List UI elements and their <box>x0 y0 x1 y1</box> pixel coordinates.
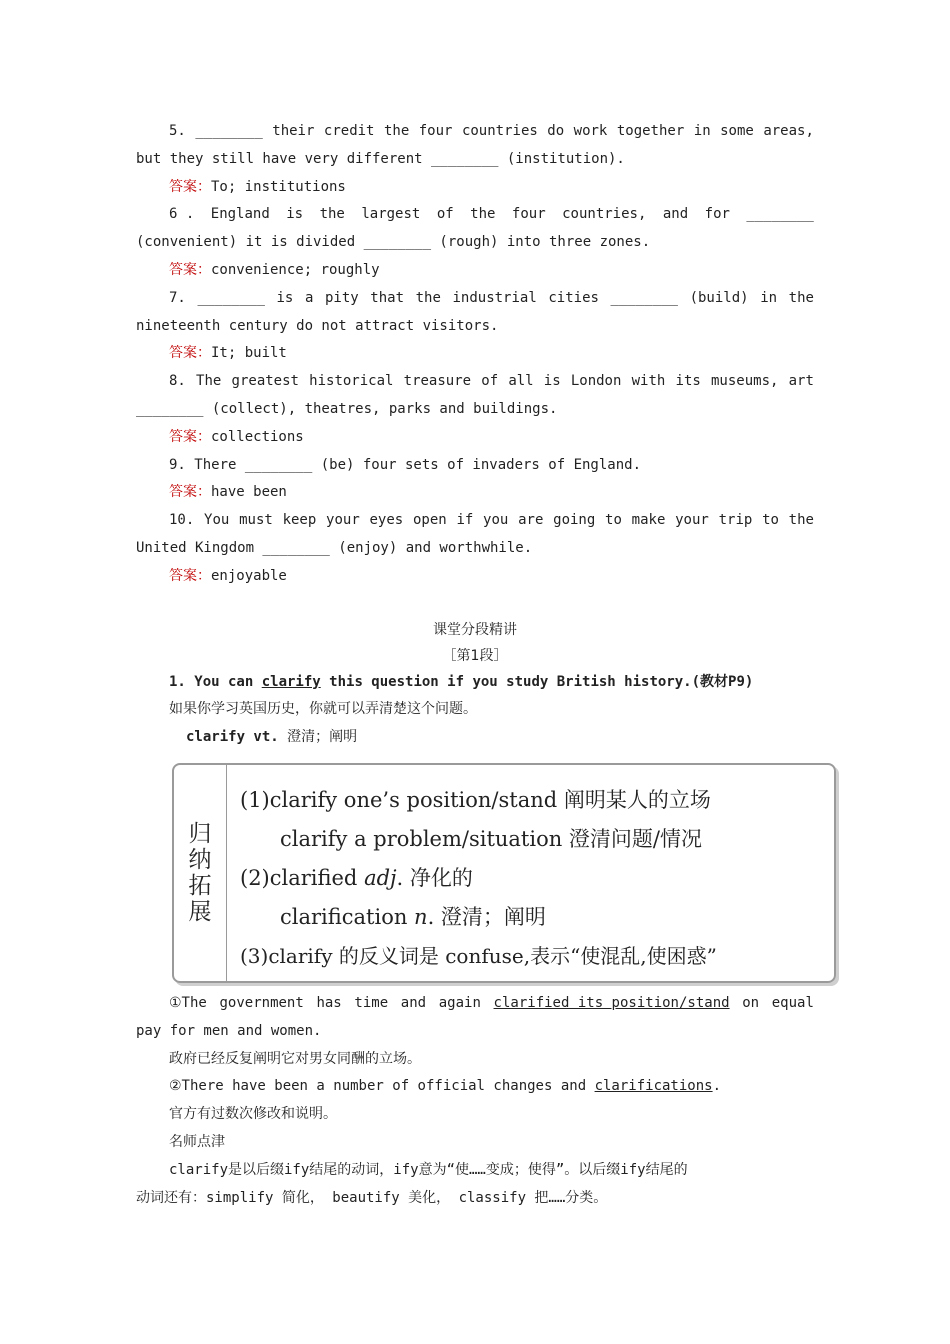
word: areas, <box>763 123 814 139</box>
word: trip <box>718 512 753 529</box>
word: eyes <box>369 512 404 529</box>
word: 5. <box>169 123 186 139</box>
e2-underlined: clarifications <box>594 1078 713 1095</box>
word: is <box>276 289 294 306</box>
item1-sentence <box>136 669 814 697</box>
section-title: 课堂分段精讲 <box>433 621 517 638</box>
word: do <box>547 123 565 139</box>
summary-side-label <box>174 765 227 981</box>
word: going <box>553 512 596 529</box>
word: with <box>631 373 666 390</box>
word: museums, <box>711 373 779 390</box>
item1-translation: 如果你学习英国历史，你就可以弄清楚这个问题。 <box>169 701 477 718</box>
word: 7. <box>169 289 186 306</box>
summary-row-3-pos: adj <box>364 866 397 890</box>
item1-sentence-pre: 1. You can <box>169 673 262 690</box>
e2-pre: ②There have been a number of official changes and <box>169 1078 595 1095</box>
word: historical <box>309 373 394 390</box>
word: open <box>412 512 447 529</box>
word: the <box>470 206 496 223</box>
q8-answer <box>136 424 814 452</box>
word: the <box>415 289 441 306</box>
answer-text: convenience; roughly <box>211 261 380 278</box>
e1-word: again <box>438 995 481 1011</box>
word: its <box>675 373 701 390</box>
e1-word: ①The <box>169 995 207 1011</box>
example-1-line1 <box>136 990 814 1018</box>
word: of <box>436 206 454 223</box>
e1-word: equal <box>771 995 814 1011</box>
word: ________ <box>195 123 263 139</box>
word: ________ <box>197 289 265 306</box>
example-2 <box>136 1073 814 1101</box>
word: greatest <box>231 373 299 390</box>
word: cities <box>548 289 599 306</box>
answer-label: 答案： <box>169 345 211 362</box>
word: treasure <box>403 373 472 390</box>
word: London <box>570 373 622 390</box>
e1-word: government <box>219 995 304 1011</box>
word: ________ <box>610 289 678 306</box>
word: to <box>605 512 622 529</box>
answer-text: enjoyable <box>211 567 287 584</box>
e1-word: time <box>354 995 389 1011</box>
word: the <box>788 512 814 529</box>
e1-word: has <box>316 995 342 1011</box>
word: their <box>272 123 315 139</box>
item1-word: clarify vt. <box>186 729 288 746</box>
answer-label: 答案： <box>169 178 211 195</box>
word: 10. <box>169 512 195 529</box>
summary-box <box>172 763 836 983</box>
word: must <box>239 512 273 529</box>
side-char: 拓 <box>188 873 212 899</box>
word: The <box>196 373 222 390</box>
word: ________ <box>746 206 814 223</box>
answer-text: It; built <box>211 345 287 362</box>
word: if <box>456 512 474 529</box>
word: all <box>508 373 534 390</box>
e2-post: . <box>712 1078 722 1095</box>
word: is <box>286 206 304 223</box>
q10-line2: United Kingdom ________ (enjoy) and worthwhile. <box>136 539 533 556</box>
q7-line2: nineteenth century do not attract visitors. <box>136 317 499 334</box>
summary-row-4-post: . 澄清；阐明 <box>427 905 546 929</box>
word: of <box>481 373 499 390</box>
item1-key-word: clarify <box>261 673 321 690</box>
word: four <box>511 206 546 223</box>
tips-line2: 动词还有：simplify 简化， beautify 美化， classify 把……分类。 <box>136 1189 608 1206</box>
item1-sentence-post: this question if you study British history.(教材P9) <box>320 673 754 690</box>
word: that <box>370 289 404 306</box>
summary-body <box>240 781 824 976</box>
word: the <box>319 206 345 223</box>
e1-word: and <box>400 995 427 1011</box>
word: You <box>204 512 230 529</box>
e1-underlined-phrase: clarified its position/stand <box>493 995 730 1011</box>
tips-line1: clarify是以后缀ify结尾的动词，ify意为“使……变成；使得”。以后缀ify结尾的 <box>169 1161 688 1178</box>
word: art <box>788 373 814 390</box>
summary-row-4 <box>240 898 824 937</box>
answer-label: 答案： <box>169 261 211 278</box>
answer-text: collections <box>211 428 304 445</box>
word: 6 . <box>169 206 195 223</box>
q6-line2: (convenient) it is divided ________ (rough) into three zones. <box>136 234 651 251</box>
example-1-translation: 政府已经反复阐明它对男女同酬的立场。 <box>169 1050 421 1067</box>
word: countries, <box>562 206 647 223</box>
word: and <box>662 206 689 223</box>
summary-row-1: (1)clarify one’s position/stand 阐明某人的立场 <box>240 788 711 812</box>
word: for <box>704 206 730 223</box>
item1-word-entry <box>136 724 814 752</box>
item1-word-meaning: 澄清；阐明 <box>287 729 358 746</box>
q7-answer <box>136 340 814 368</box>
e1-word: on <box>742 995 760 1011</box>
answer-label: 答案： <box>169 428 211 445</box>
answer-text: have been <box>211 484 287 501</box>
summary-row-2: clarify a problem/situation 澄清问题/情况 <box>280 827 703 851</box>
word: some <box>720 123 754 139</box>
word: pity <box>324 289 359 306</box>
summary-row-3-pre: (2)clarified <box>240 866 365 890</box>
side-char: 归 <box>188 821 212 847</box>
word: in <box>760 289 778 306</box>
q10-answer <box>136 563 814 591</box>
q6-line1 <box>136 201 814 229</box>
tips-title: 名师点津 <box>169 1133 225 1150</box>
q7-line1 <box>136 285 814 313</box>
word: four <box>418 123 453 139</box>
example-2-translation: 官方有过数次修改和说明。 <box>169 1106 337 1123</box>
summary-row-3-post: . 净化的 <box>396 866 473 890</box>
word: 8. <box>169 373 186 390</box>
q8-line1 <box>136 368 814 396</box>
q10-line1 <box>136 507 814 535</box>
word: the <box>788 289 814 306</box>
word: the <box>383 123 410 139</box>
examples-section <box>136 990 814 1212</box>
word: you <box>483 512 509 529</box>
word: (build) <box>689 289 749 306</box>
q9-answer <box>136 479 814 507</box>
q5-line1 <box>136 118 814 146</box>
segment-label: ［第1段］ <box>442 647 508 664</box>
word: your <box>675 512 709 529</box>
answer-text: To; institutions <box>211 178 346 195</box>
word: keep <box>282 512 317 529</box>
answer-label: 答案： <box>169 484 211 501</box>
summary-row-5: (3)clarify 的反义词是 confuse,表示“使混乱,使困惑” <box>240 944 717 968</box>
word: largest <box>361 206 421 223</box>
summary-row-3 <box>240 859 824 898</box>
word: in <box>693 123 711 139</box>
summary-row-4-pre: clarification <box>280 905 415 929</box>
summary-row-4-pos: n <box>414 905 428 929</box>
word: work <box>573 123 608 139</box>
word: England <box>210 206 270 223</box>
word: your <box>326 512 360 529</box>
q5-line2: but they still have very different ________ (institution). <box>136 150 625 167</box>
q6-answer <box>136 257 814 285</box>
word: a <box>304 289 314 306</box>
side-char: 展 <box>188 899 212 925</box>
word: make <box>631 512 666 529</box>
word: industrial <box>452 289 537 306</box>
q9-line1: 9. There ________ (be) four sets of invaders of England. <box>169 456 642 473</box>
q8-line2: ________ (collect), theatres, parks and buildings. <box>136 400 558 417</box>
word: to <box>762 512 779 529</box>
side-char: 纳 <box>188 847 212 873</box>
word: are <box>518 512 544 529</box>
example-1-line2: pay for men and women. <box>136 1022 322 1039</box>
answer-label: 答案： <box>169 567 211 584</box>
q5-answer <box>136 174 814 202</box>
word: together <box>616 123 685 139</box>
document-page <box>136 118 814 752</box>
word: is <box>543 373 561 390</box>
word: countries <box>461 123 538 139</box>
word: credit <box>323 123 375 139</box>
